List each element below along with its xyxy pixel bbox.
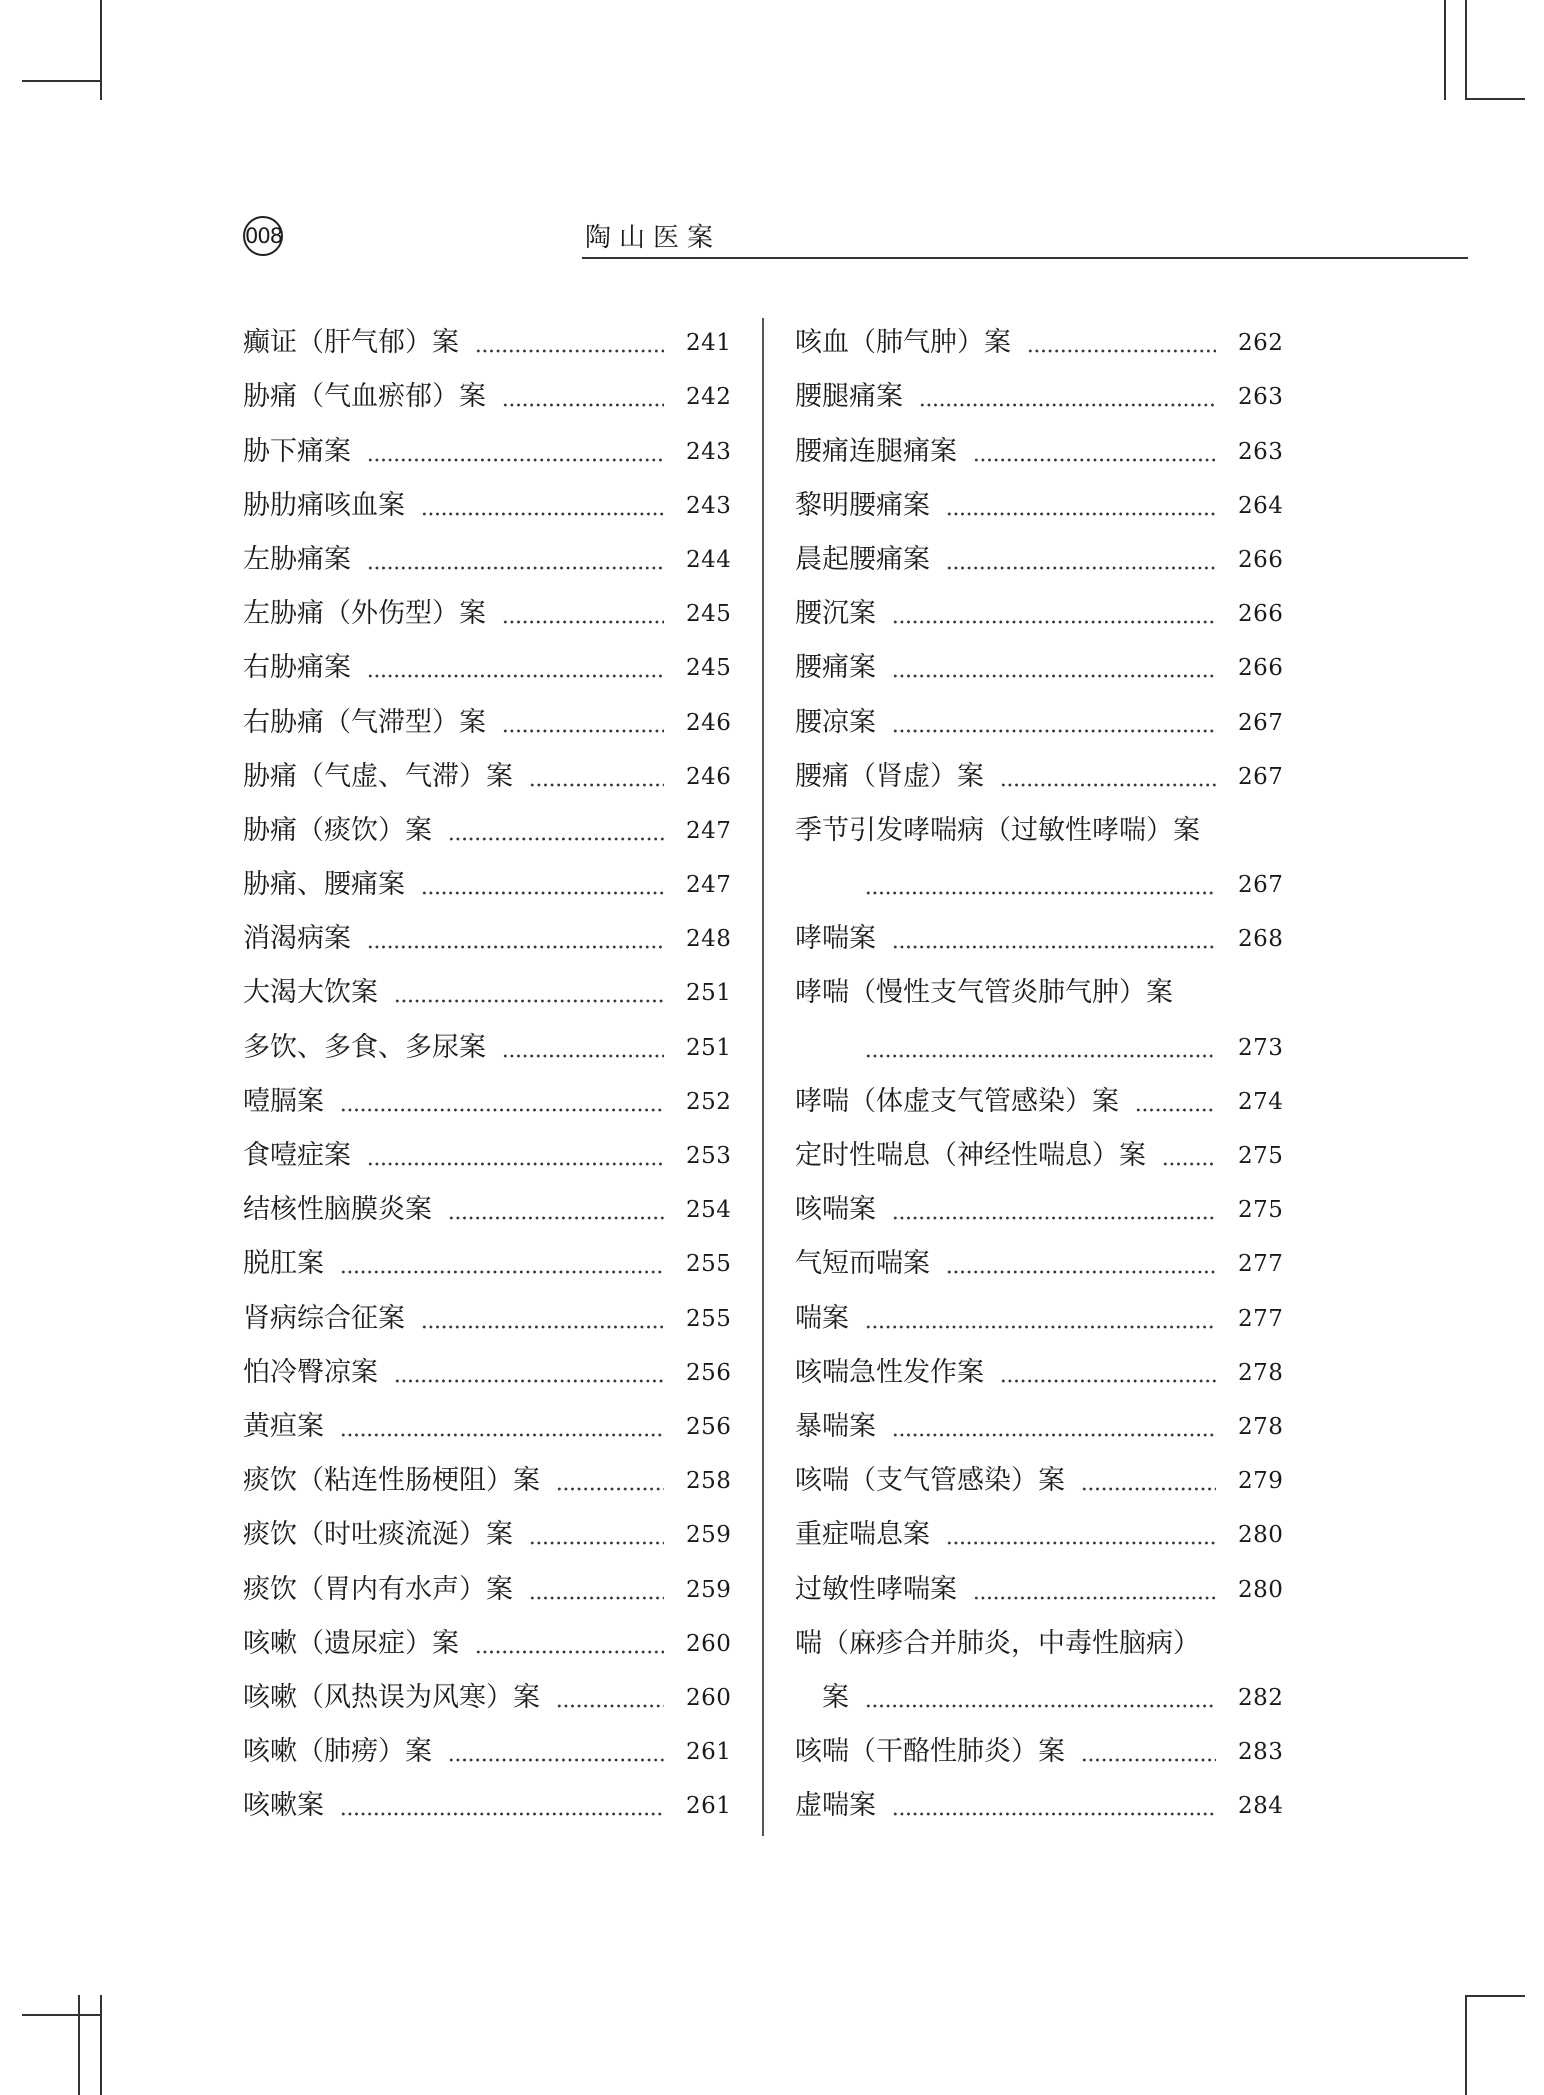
toc-entry xyxy=(243,1669,730,1723)
dot-leader xyxy=(367,435,664,469)
toc-entry-page: 277 xyxy=(1238,1251,1284,1278)
toc-entry xyxy=(243,1289,730,1343)
toc-entry-page: 254 xyxy=(686,1197,732,1224)
toc-entry-page: 251 xyxy=(686,980,732,1007)
dot-leader xyxy=(502,706,664,740)
toc-entry-title: 哮喘案 xyxy=(795,923,876,955)
toc-entry-page: 266 xyxy=(1238,655,1284,682)
toc-entry xyxy=(243,1073,730,1127)
toc-entry-page: 245 xyxy=(686,601,732,628)
dot-leader xyxy=(448,1735,664,1769)
toc-entry xyxy=(243,585,730,639)
toc-entry xyxy=(243,1615,730,1669)
toc-entry-page: 275 xyxy=(1238,1197,1284,1224)
dot-leader xyxy=(1135,1085,1216,1119)
toc-entry-page: 255 xyxy=(686,1305,732,1332)
toc-entry-title: 腰痛连腿痛案 xyxy=(795,435,957,467)
toc-entry-page: 246 xyxy=(686,763,732,790)
toc-entry-page: 246 xyxy=(686,709,732,736)
toc-entry xyxy=(243,1181,730,1235)
toc-entry-title: 咳喘（干酪性肺炎）案 xyxy=(795,1736,1065,1768)
toc-entry xyxy=(243,422,730,476)
toc-entry xyxy=(795,802,1282,856)
toc-entry-page: 278 xyxy=(1238,1359,1284,1386)
dot-leader xyxy=(973,1573,1216,1607)
dot-leader xyxy=(865,1681,1216,1715)
toc-entry-title: 腰痛案 xyxy=(795,652,876,684)
toc-entry-page: 279 xyxy=(1238,1468,1284,1495)
dot-leader xyxy=(946,543,1216,577)
toc-entry xyxy=(243,802,730,856)
toc-entry-title: 咳喘案 xyxy=(795,1194,876,1226)
dot-leader xyxy=(892,706,1216,740)
toc-entry-page: 247 xyxy=(686,872,732,899)
toc-entry-title: 咳嗽（肺痨）案 xyxy=(243,1736,432,1768)
toc-entry-title: 左胁痛（外伤型）案 xyxy=(243,598,486,630)
toc-entry xyxy=(243,693,730,747)
dot-leader xyxy=(1081,1735,1216,1769)
crop-mark xyxy=(1465,1995,1467,2095)
toc-entry-title: 右胁痛（气滞型）案 xyxy=(243,706,486,738)
toc-entry-title: 左胁痛案 xyxy=(243,543,351,575)
toc-entry-page: 280 xyxy=(1238,1522,1284,1549)
dot-leader xyxy=(502,380,664,414)
dot-leader xyxy=(1081,1464,1216,1498)
dot-leader xyxy=(394,976,664,1010)
dot-leader xyxy=(1162,1139,1216,1173)
toc-entry-page: 258 xyxy=(686,1468,732,1495)
toc-entry-title: 喘案 xyxy=(795,1302,849,1334)
toc-entry-page: 259 xyxy=(686,1522,732,1549)
toc-entry-title: 喘（麻疹合并肺炎，中毒性脑病） xyxy=(795,1627,1200,1659)
toc-entry xyxy=(795,1181,1282,1235)
toc-entry-title: 腰腿痛案 xyxy=(795,381,903,413)
toc-entry-title: 胁痛、腰痛案 xyxy=(243,869,405,901)
toc-entry-title: 胁痛（痰饮）案 xyxy=(243,814,432,846)
toc-entry xyxy=(243,1452,730,1506)
dot-leader xyxy=(1027,326,1216,360)
toc-entry xyxy=(243,368,730,422)
toc-entry-page: 241 xyxy=(686,330,732,357)
dot-leader xyxy=(892,1410,1216,1444)
toc-entry-title: 食噎症案 xyxy=(243,1140,351,1171)
toc-entry xyxy=(243,964,730,1018)
toc-entry xyxy=(795,1615,1282,1669)
dot-leader xyxy=(475,326,664,360)
toc-entry-page: 243 xyxy=(686,492,732,519)
toc-entry-title: 脱肛案 xyxy=(243,1248,324,1280)
toc-entry-page: 267 xyxy=(1238,872,1284,899)
toc-entry-page: 283 xyxy=(1238,1739,1284,1766)
crop-mark xyxy=(1444,0,1446,100)
toc-entry-title: 咳喘（支气管感染）案 xyxy=(795,1465,1065,1497)
dot-leader xyxy=(340,1789,664,1823)
toc-entry-page: 284 xyxy=(1238,1793,1284,1820)
toc-entry-title: 哮喘（体虚支气管感染）案 xyxy=(795,1085,1119,1117)
toc-entry xyxy=(243,910,730,964)
toc-entry-page: 261 xyxy=(686,1739,732,1766)
toc-entry xyxy=(243,1723,730,1777)
toc-entry xyxy=(795,1344,1282,1398)
dot-leader xyxy=(1000,1356,1216,1390)
dot-leader xyxy=(892,922,1216,956)
toc-entry xyxy=(795,1073,1282,1127)
dot-leader xyxy=(919,380,1216,414)
toc-entry xyxy=(795,910,1282,964)
toc-entry-page: 252 xyxy=(686,1088,732,1115)
toc-entry-title: 黎明腰痛案 xyxy=(795,489,930,521)
dot-leader xyxy=(946,1247,1216,1281)
toc-entry-title: 黄疸案 xyxy=(243,1410,324,1442)
toc-entry-continuation xyxy=(795,1018,1282,1072)
toc-entry-title-continuation: 案 xyxy=(822,1681,849,1713)
dot-leader xyxy=(421,1302,664,1336)
toc-entry-page: 262 xyxy=(1238,330,1284,357)
toc-entry-page: 256 xyxy=(686,1413,732,1440)
dot-leader xyxy=(502,1031,664,1065)
toc-entry xyxy=(795,748,1282,802)
toc-entry xyxy=(795,585,1282,639)
toc-entry-title: 胁下痛案 xyxy=(243,435,351,467)
toc-entry-title: 胁肋痛咳血案 xyxy=(243,489,405,521)
toc-entry-page: 280 xyxy=(1238,1576,1284,1603)
page-number: 008 xyxy=(243,216,283,256)
dot-leader xyxy=(340,1247,664,1281)
toc-entry-title: 暴喘案 xyxy=(795,1410,876,1442)
toc-entry-title: 咳血（肺气肿）案 xyxy=(795,327,1011,359)
toc-entry-page: 274 xyxy=(1238,1088,1284,1115)
toc-entry xyxy=(243,1506,730,1560)
toc-entry xyxy=(795,1398,1282,1452)
toc-entry xyxy=(243,639,730,693)
toc-entry xyxy=(243,1127,730,1181)
toc-entry-title: 肾病综合征案 xyxy=(243,1302,405,1334)
crop-mark xyxy=(22,2014,100,2016)
toc-entry-page: 266 xyxy=(1238,601,1284,628)
dot-leader xyxy=(529,1518,664,1552)
toc-entry xyxy=(243,1018,730,1072)
dot-leader xyxy=(865,1031,1216,1065)
toc-entry xyxy=(795,1777,1282,1831)
toc-entry-page: 248 xyxy=(686,926,732,953)
crop-mark xyxy=(22,80,100,82)
toc-entry xyxy=(795,1235,1282,1289)
toc-entry-page: 266 xyxy=(1238,546,1284,573)
dot-leader xyxy=(946,1518,1216,1552)
toc-entry xyxy=(795,368,1282,422)
toc-entry xyxy=(243,1344,730,1398)
toc-entry-title: 气短而喘案 xyxy=(795,1248,930,1280)
toc-entry-title: 痰饮（时吐痰流涎）案 xyxy=(243,1519,513,1551)
toc-entry-title: 定时性喘息（神经性喘息）案 xyxy=(795,1140,1146,1171)
toc-entry-page: 268 xyxy=(1238,926,1284,953)
crop-mark xyxy=(100,1995,102,2095)
dot-leader xyxy=(892,651,1216,685)
toc-entry-page: 253 xyxy=(686,1143,732,1169)
dot-leader xyxy=(448,814,664,848)
toc-entry-title: 腰沉案 xyxy=(795,598,876,630)
toc-entry-title: 过敏性哮喘案 xyxy=(795,1573,957,1605)
dot-leader xyxy=(475,1627,664,1661)
toc-entry xyxy=(795,314,1282,368)
dot-leader xyxy=(394,1356,664,1390)
toc-entry-title: 腰痛（肾虚）案 xyxy=(795,760,984,792)
toc-entry-page: 260 xyxy=(686,1630,732,1657)
dot-leader xyxy=(892,1789,1216,1823)
toc-entry-title: 咳嗽案 xyxy=(243,1790,324,1822)
toc-entry xyxy=(795,531,1282,585)
toc-entry-title: 癫证（肝气郁）案 xyxy=(243,327,459,359)
toc-entry xyxy=(243,314,730,368)
toc-entry-title: 怕冷臀凉案 xyxy=(243,1356,378,1388)
toc-entry-title: 消渴病案 xyxy=(243,923,351,955)
toc-entry-title: 胁痛（气血瘀郁）案 xyxy=(243,381,486,413)
toc-entry-continuation xyxy=(795,856,1282,910)
toc-entry-title: 痰饮（胃内有水声）案 xyxy=(243,1573,513,1605)
toc-entry xyxy=(243,748,730,802)
crop-mark xyxy=(1465,0,1467,100)
toc-entry-page: 275 xyxy=(1238,1143,1284,1169)
dot-leader xyxy=(556,1681,664,1715)
toc-entry-page: 267 xyxy=(1238,763,1284,790)
toc-entry-page: 267 xyxy=(1238,709,1284,736)
toc-entry-page: 273 xyxy=(1238,1034,1284,1061)
dot-leader xyxy=(529,760,664,794)
toc-entry-title: 痰饮（粘连性肠梗阻）案 xyxy=(243,1465,540,1497)
toc-entry-title: 大渴大饮案 xyxy=(243,977,378,1009)
dot-leader xyxy=(973,435,1216,469)
toc-entry-page: 263 xyxy=(1238,438,1284,465)
toc-entry-title: 咳嗽（遗尿症）案 xyxy=(243,1627,459,1659)
dot-leader xyxy=(340,1410,664,1444)
toc-entry-title: 结核性脑膜炎案 xyxy=(243,1194,432,1226)
toc-entry-title: 虚喘案 xyxy=(795,1790,876,1822)
toc-entry-title: 右胁痛案 xyxy=(243,652,351,684)
crop-mark xyxy=(1465,1995,1525,1997)
toc-entry xyxy=(243,477,730,531)
crop-mark xyxy=(100,0,102,100)
toc-right-column xyxy=(795,314,1282,1831)
dot-leader xyxy=(865,868,1216,902)
toc-entry xyxy=(795,1452,1282,1506)
toc-entry-page: 263 xyxy=(1238,384,1284,411)
toc-entry-title: 多饮、多食、多尿案 xyxy=(243,1031,486,1063)
toc-entry xyxy=(243,1398,730,1452)
dot-leader xyxy=(892,1193,1216,1227)
toc-entry-continuation xyxy=(795,1669,1282,1723)
dot-leader xyxy=(367,543,664,577)
dot-leader xyxy=(340,1085,664,1119)
header-rule xyxy=(582,257,1468,259)
toc-entry-title: 咳嗽（风热误为风寒）案 xyxy=(243,1681,540,1713)
toc-entry xyxy=(795,1723,1282,1777)
dot-leader xyxy=(502,597,664,631)
toc-entry-page: 243 xyxy=(686,438,732,465)
toc-entry-title: 腰凉案 xyxy=(795,706,876,738)
toc-entry-title: 噎膈案 xyxy=(243,1085,324,1117)
toc-entry xyxy=(795,1289,1282,1343)
dot-leader xyxy=(529,1573,664,1607)
toc-entry xyxy=(243,1777,730,1831)
toc-entry-page: 245 xyxy=(686,655,732,682)
toc-entry-title: 咳喘急性发作案 xyxy=(795,1356,984,1388)
crop-mark xyxy=(1465,98,1525,100)
toc-entry-page: 278 xyxy=(1238,1413,1284,1440)
toc-entry xyxy=(795,693,1282,747)
toc-entry-title: 胁痛（气虚、气滞）案 xyxy=(243,760,513,792)
toc-entry-page: 242 xyxy=(686,384,732,411)
dot-leader xyxy=(946,489,1216,523)
toc-entry-title: 晨起腰痛案 xyxy=(795,543,930,575)
dot-leader xyxy=(556,1464,664,1498)
toc-entry-page: 260 xyxy=(686,1684,732,1711)
dot-leader xyxy=(892,597,1216,631)
toc-left-column xyxy=(243,314,730,1831)
toc-entry xyxy=(795,639,1282,693)
toc-entry-title: 哮喘（慢性支气管炎肺气肿）案 xyxy=(795,977,1173,1009)
dot-leader xyxy=(448,1193,664,1227)
toc-entry xyxy=(795,1560,1282,1614)
toc-entry xyxy=(795,422,1282,476)
toc-entry xyxy=(243,1235,730,1289)
dot-leader xyxy=(367,1139,664,1173)
toc-entry-page: 261 xyxy=(686,1793,732,1820)
toc-entry xyxy=(795,964,1282,1018)
dot-leader xyxy=(865,1302,1216,1336)
dot-leader xyxy=(367,651,664,685)
dot-leader xyxy=(421,868,664,902)
dot-leader xyxy=(1000,760,1216,794)
toc-entry-page: 277 xyxy=(1238,1305,1284,1332)
toc-entry-page: 282 xyxy=(1238,1684,1284,1711)
toc-entry-page: 244 xyxy=(686,546,732,573)
book-title: 陶山医案 xyxy=(585,223,722,253)
toc-entry-page: 256 xyxy=(686,1359,732,1386)
toc-entry-title: 重症喘息案 xyxy=(795,1519,930,1551)
toc-entry-page: 255 xyxy=(686,1251,732,1278)
toc-entry xyxy=(243,1560,730,1614)
toc-entry xyxy=(243,856,730,910)
toc-entry xyxy=(243,531,730,585)
toc-entry-page: 264 xyxy=(1238,492,1284,519)
toc-entry-page: 259 xyxy=(686,1576,732,1603)
dot-leader xyxy=(421,489,664,523)
toc-entry-page: 247 xyxy=(686,817,732,844)
crop-mark xyxy=(78,1995,80,2095)
dot-leader xyxy=(367,922,664,956)
column-divider xyxy=(762,318,764,1836)
toc-entry xyxy=(795,1127,1282,1181)
toc-entry-title: 季节引发哮喘病（过敏性哮喘）案 xyxy=(795,814,1200,846)
toc-entry xyxy=(795,477,1282,531)
toc-entry xyxy=(795,1506,1282,1560)
toc-entry-page: 251 xyxy=(686,1034,732,1061)
